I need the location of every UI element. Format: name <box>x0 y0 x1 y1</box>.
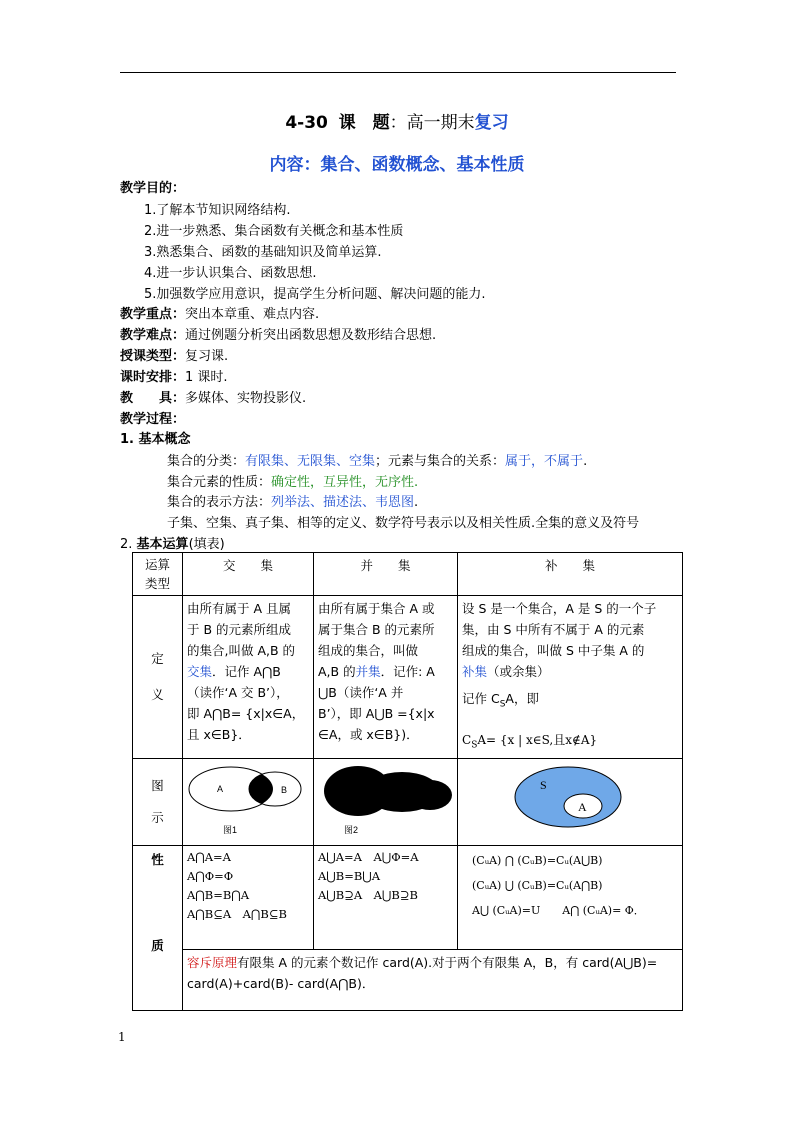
section-basic-concepts: 1. 基本概念 <box>120 432 191 447</box>
section-basic-operations: 2. 基本运算(填表) <box>120 537 225 552</box>
header-complement: 补 集 <box>458 553 683 596</box>
venn-universe-s <box>515 767 621 827</box>
objective-item: 4.进一步认识集合、函数思想. <box>144 266 317 281</box>
props-intersection: A⋂A=A A⋂Φ=Φ A⋂B=B⋂A A⋂B⊆A A⋂B⊆B <box>183 845 314 949</box>
teaching-aids: 教 具：多媒体、实物投影仪. <box>120 391 307 406</box>
row-label-definition: 定 义 <box>133 596 183 759</box>
objective-item: 2.进一步熟悉、集合函数有关概念和基本性质 <box>144 224 404 239</box>
concept-line-representation: 集合的表示方法：列举法、描述法、韦恩图. <box>167 495 419 510</box>
def-intersection: 由所有属于 A 且属 于 B 的元素所组成 的集合,叫做 A,B 的 交集．记作 A⋂B （读作‘A 交 B’）， 即 A⋂B= {x|x∈A， 且 x∈B}． <box>183 596 314 759</box>
key-points: 教学重点：突出本章重、难点内容. <box>120 307 320 322</box>
concept-line-properties: 集合元素的性质：确定性，互异性，无序性. <box>167 475 419 490</box>
figure-caption: 图2 <box>344 824 359 835</box>
table-header-row <box>133 553 683 596</box>
props-union: A⋃A=A A⋃Φ=A A⋃B=B⋃A A⋃B⊇A A⋃B⊇B <box>314 845 458 949</box>
page-number: 1 <box>118 1030 126 1044</box>
table-row-definition <box>133 596 683 759</box>
header-intersection: 交 集 <box>183 553 314 596</box>
venn-intersection <box>183 758 314 845</box>
process-heading: 教学过程： <box>120 412 186 427</box>
objectives-heading: 教学目的： <box>120 181 186 196</box>
row-label-properties: 性 质 <box>133 845 183 1010</box>
lesson-type: 授课类型：复习课. <box>120 349 229 364</box>
class-hours: 课时安排：1 课时. <box>120 370 228 385</box>
def-union: 由所有属于集合 A 或 属于集合 B 的元素所 组成的集合，叫做 A,B 的并集．记作: A ⋃B（读作‘A 并 B’），即 A⋃B ={x|x ∈A，或 x∈B})． <box>314 596 458 759</box>
venn-complement-svg <box>458 759 683 839</box>
def-complement: 设 S 是一个集合，A 是 S 的一个子 集，由 S 中所有不属于 A 的元素 组成的集合，叫做 S 中子集 A 的 补集（或余集） 记作 $C_SA$，即 $C_SA= \{x$ | x∈S,且x∉A} <box>458 596 683 759</box>
difficulties: 教学难点：通过例题分析突出函数思想及数形结合思想. <box>120 328 437 343</box>
operations-table <box>132 552 683 1011</box>
objective-item: 3.熟悉集合、函数的基础知识及简单运算. <box>144 245 382 260</box>
venn-union <box>314 758 458 845</box>
header-op-type: 运算 类型 <box>133 553 183 596</box>
venn-label-a: A <box>578 799 587 814</box>
venn-union-svg <box>314 759 458 839</box>
concept-line-subsets: 子集、空集、真子集、相等的定义、数学符号表示以及相关性质.全集的意义及符号 <box>167 516 640 531</box>
venn-complement <box>458 758 683 845</box>
venn-label-s: S <box>540 777 547 792</box>
venn-union-tail <box>408 780 452 810</box>
table-row-properties <box>133 845 683 949</box>
page-title: 4-30 课 题：高一期末复习 <box>285 113 509 133</box>
props-complement: (CᵤA) ⋂ (CᵤB)=Cᵤ(A⋃B) (CᵤA) ⋃ (CᵤB)=Cᵤ(A⋂B) A⋃ (CᵤA)=U A⋂ (CᵤA)= Φ． <box>458 845 683 949</box>
venn-label-b: B <box>281 784 288 795</box>
objective-item: 5.加强数学应用意识，提高学生分析问题、解决问题的能力. <box>144 287 486 302</box>
table-row-diagram <box>133 758 683 845</box>
header-union: 并 集 <box>314 553 458 596</box>
figure-caption: 图1 <box>223 824 238 835</box>
concept-line-classification: 集合的分类：有限集、无限集、空集；元素与集合的关系：属于，不属于. <box>167 454 588 469</box>
objective-item: 1.了解本节知识网络结构. <box>144 203 291 218</box>
header-rule <box>120 72 676 73</box>
venn-intersection-svg <box>183 759 314 839</box>
table-row-inclusion-exclusion <box>133 950 683 1011</box>
page-subtitle: 内容：集合、函数概念、基本性质 <box>269 155 525 175</box>
venn-label-a: A <box>217 783 224 794</box>
row-label-diagram: 图 示 <box>133 758 183 845</box>
inclusion-exclusion-principle: 容斥原理有限集 A 的元素个数记作 card(A).对于两个有限集 A，B，有 card(A⋃B)= card(A)+card(B)- card(A⋂B)． <box>183 950 683 1011</box>
